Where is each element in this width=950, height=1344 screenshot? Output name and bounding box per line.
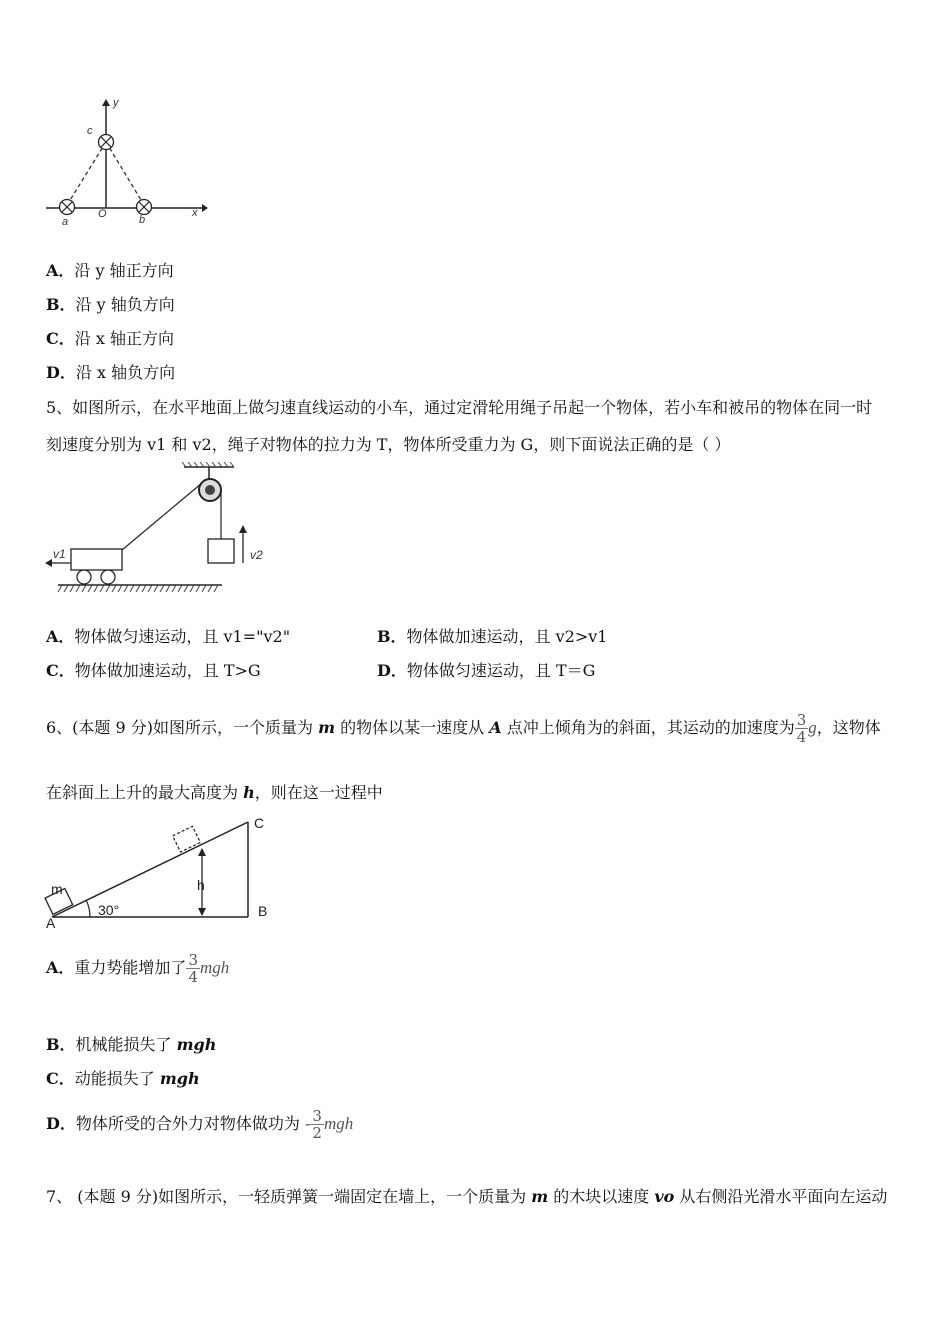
cart-wheel-icon <box>77 570 91 584</box>
A-label: A <box>46 915 56 931</box>
hanging-block <box>208 539 234 563</box>
x-axis-label: x <box>192 207 198 219</box>
figure-incline <box>42 812 282 932</box>
wire-c-icon <box>99 135 114 150</box>
B-label: B <box>258 903 268 919</box>
fraction-3-4: $\frac{3}{4}$ <box>188 951 198 986</box>
h-label: h <box>197 877 205 893</box>
q4-option-c: C．沿 x 轴正方向 <box>46 329 174 348</box>
b-label: b <box>139 214 146 226</box>
y-axis-label: y <box>113 97 119 109</box>
q6-option-d: D．物体所受的合外力对物体做功为 - $\frac{3}{2}$ mgh <box>46 1107 354 1142</box>
q5-option-b: B．物体做加速运动，且 v2>v1 <box>377 627 608 646</box>
q6-stem-line1: 6、(本题 9 分)如图所示，一个质量为 m 的物体以某一速度从 A 点冲上倾角为的斜面，其运动的加速度为 $\frac{3}{4}$ g，这物体 <box>46 711 881 746</box>
wire-a-icon <box>60 200 75 215</box>
fraction-3-2: $\frac{3}{2}$ <box>312 1107 322 1142</box>
v1-label: v1 <box>53 547 66 561</box>
cart-body <box>71 549 122 570</box>
origin-label: O <box>98 208 107 220</box>
m-label: m <box>51 881 63 897</box>
figure-cart-pulley <box>44 462 274 600</box>
q5-option-c: C．物体做加速运动，且 T>G <box>46 661 261 680</box>
v2-label: v2 <box>250 548 263 562</box>
q5-stem-line1: 5、如图所示，在水平地面上做匀速直线运动的小车，通过定滑轮用绳子吊起一个物体，若小车和被吊的物体在同一时 <box>46 398 873 417</box>
q4-option-a: A．沿 y 轴正方向 <box>46 261 174 280</box>
q5-option-a: A．物体做匀速运动，且 v1="v2" <box>46 627 291 646</box>
q6-option-c: C．动能损失了 mgh <box>46 1069 200 1088</box>
angle-label: 30° <box>98 902 120 918</box>
c-label: c <box>87 125 93 137</box>
wire-b-icon <box>137 200 152 215</box>
q4-option-d: D．沿 x 轴负方向 <box>46 363 176 382</box>
block-m-final-dashed <box>173 826 201 852</box>
q5-option-d: D．物体做匀速运动，且 T＝G <box>377 661 596 680</box>
pulley-icon <box>199 479 221 501</box>
a-label: a <box>62 216 69 228</box>
q4-option-b: B．沿 y 轴负方向 <box>46 295 175 314</box>
acceleration-fraction: $\frac{3}{4}$ <box>796 711 807 746</box>
C-label: C <box>254 815 265 831</box>
q7-stem: 7、 (本题 9 分)如图所示，一轻质弹簧一端固定在墙上，一个质量为 m 的木块以速度 vo 从右侧沿光滑水平面向左运动 <box>46 1187 888 1206</box>
q6-option-a: A．重力势能增加了 $\frac{3}{4}$ mgh <box>46 951 230 986</box>
figure-wire-axes <box>40 92 210 232</box>
q6-option-b: B．机械能损失了 mgh <box>46 1035 217 1054</box>
q6-stem-line2: 在斜面上上升的最大高度为 h，则在这一过程中 <box>46 783 383 802</box>
q5-stem-line2: 刻速度分别为 v1 和 v2，绳子对物体的拉力为 T，物体所受重力为 G，则下面说法正确的是（ ） <box>46 435 731 454</box>
cart-wheel-icon <box>101 570 115 584</box>
